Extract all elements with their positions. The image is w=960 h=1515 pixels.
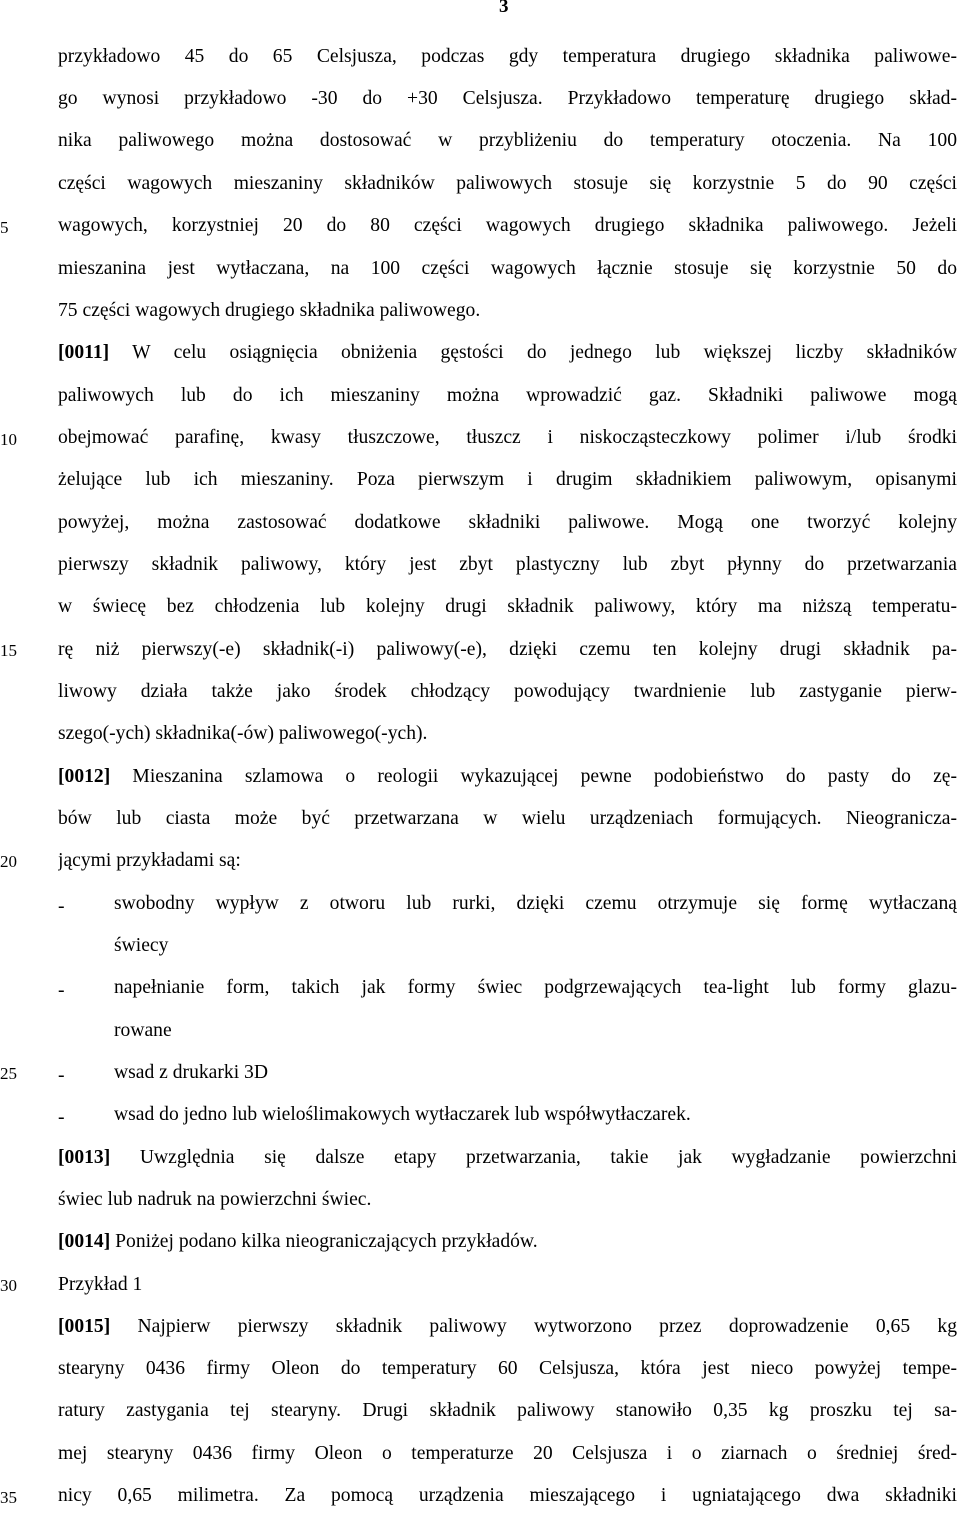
paragraph-tag: [0015] [58, 1316, 111, 1337]
paragraph-text-line: bów lub ciasta może być przetwarzana w wielu urządzeniach formujących. Nieogranicza- [58, 808, 957, 829]
paragraph-tag: [0014] [58, 1231, 111, 1252]
list-bullet: - [58, 1107, 65, 1128]
paragraph-text-line [58, 340, 957, 366]
paragraph-text-line: jącymi przykładami są: [58, 850, 241, 871]
list-bullet: - [58, 980, 65, 1001]
paragraph-text-line: pierwszy składnik paliwowy, który jest zbyt plastyczny lub zbyt płynny do przetwarzania [58, 554, 957, 575]
paragraph-text-line: ratury zastygania tej stearyny. Drugi składnik paliwowy stanowiło 0,35 kg proszku tej sa- [58, 1400, 957, 1421]
paragraph-text-line: świec lub nadruk na powierzchni świec. [58, 1189, 372, 1210]
paragraph-text-line [58, 764, 957, 790]
example-heading: Przykład 1 [58, 1274, 143, 1295]
list-bullet: - [58, 1065, 65, 1086]
list-item: swobodny wypływ z otworu lub rurki, dzięki czemu otrzymuje się formę wytłaczaną [114, 893, 957, 914]
list-bullet: - [58, 896, 65, 917]
paragraph-tag: [0012] [58, 766, 111, 787]
margin-line-number: 35 [0, 1488, 17, 1507]
list-item: wsad z drukarki 3D [114, 1062, 268, 1083]
paragraph-tag: [0011] [58, 342, 110, 363]
paragraph-tag: [0013] [58, 1147, 111, 1168]
paragraph-text-line: obejmować parafinę, kwasy tłuszczowe, tłuszcz i niskocząsteczkowy polimer i/lub środki [58, 427, 957, 448]
paragraph-text-line: żelujące lub ich mieszaniny. Poza pierwszym i drugim składnikiem paliwowym, opisanymi [58, 469, 957, 490]
paragraph-text-line: go wynosi przykładowo -30 do +30 Celsjusza. Przykładowo temperaturę drugiego skład- [58, 88, 957, 109]
margin-line-number: 30 [0, 1276, 17, 1295]
list-item: wsad do jedno lub wieloślimakowych wytłaczarek lub współwytłaczarek. [114, 1104, 691, 1125]
list-item: napełnianie form, takich jak formy świec podgrzewających tea-light lub formy glazu- [114, 977, 957, 998]
paragraph-text-line: mieszanina jest wytłaczana, na 100 części wagowych łącznie stosuje się korzystnie 50 do [58, 258, 957, 279]
margin-line-number: 10 [0, 430, 17, 449]
paragraph-text-line [58, 1145, 957, 1171]
list-item: świecy [114, 935, 169, 956]
paragraph-text: W celu osiągnięcia obniżenia gęstości do jednego lub większej liczby składników [109, 342, 957, 363]
paragraph-text-line: w świecę bez chłodzenia lub kolejny drugi składnik paliwowy, który ma niższą temperatu- [58, 596, 957, 617]
paragraph-text-line [58, 1314, 957, 1340]
paragraph-text-line: przykładowo 45 do 65 Celsjusza, podczas gdy temperatura drugiego składnika paliwowe- [58, 46, 957, 67]
margin-line-number: 20 [0, 852, 17, 871]
margin-line-number: 25 [0, 1064, 17, 1083]
paragraph-text-line: rę niż pierwszy(-e) składnik(-i) paliwowy(-e), dzięki czemu ten kolejny drugi składnik pa- [58, 639, 957, 660]
paragraph-text-line: nika paliwowego można dostosować w przybliżeniu do temperatury otoczenia. Na 100 [58, 130, 957, 151]
paragraph-text-line: nicy 0,65 milimetra. Za pomocą urządzenia mieszającego i ugniatającego dwa składniki [58, 1485, 957, 1506]
paragraph-text: Mieszanina szlamowa o reologii wykazującej pewne podobieństwo do pasty do zę- [110, 766, 957, 787]
paragraph-text-line: liwowy działa także jako środek chłodzący powodujący twardnienie lub zastyganie pierw- [58, 681, 957, 702]
paragraph-text-line [58, 1229, 957, 1255]
margin-line-number: 15 [0, 641, 17, 660]
paragraph-text-line: części wagowych mieszaniny składników paliwowych stosuje się korzystnie 5 do 90 części [58, 173, 957, 194]
paragraph-text-line: mej stearyny 0436 firmy Oleon o temperaturze 20 Celsjusza i o ziarnach o średniej śred- [58, 1443, 957, 1464]
paragraph-text-line: wagowych, korzystniej 20 do 80 części wagowych drugiego składnika paliwowego. Jeżeli [58, 215, 957, 236]
paragraph-text-line: powyżej, można zastosować dodatkowe składniki paliwowe. Mogą one tworzyć kolejny [58, 512, 957, 533]
paragraph-text: Uwzględnia się dalsze etapy przetwarzania, takie jak wygładzanie powierzchni [110, 1147, 957, 1168]
paragraph-text-line: szego(-ych) składnika(-ów) paliwowego(-ych). [58, 723, 428, 744]
paragraph-text: Poniżej podano kilka nieograniczających przykładów. [110, 1231, 538, 1252]
paragraph-text-line: stearyny 0436 firmy Oleon do temperatury 60 Celsjusza, która jest nieco powyżej tempe- [58, 1358, 957, 1379]
margin-line-number: 5 [0, 218, 9, 237]
paragraph-text-line: paliwowych lub do ich mieszaniny można wprowadzić gaz. Składniki paliwowe mogą [58, 385, 957, 406]
paragraph-text: Najpierw pierwszy składnik paliwowy wytworzono przez doprowadzenie 0,65 kg [110, 1316, 957, 1337]
list-item: rowane [114, 1020, 172, 1041]
paragraph-text-line: 75 części wagowych drugiego składnika paliwowego. [58, 300, 481, 321]
page-number: 3 [499, 0, 509, 17]
